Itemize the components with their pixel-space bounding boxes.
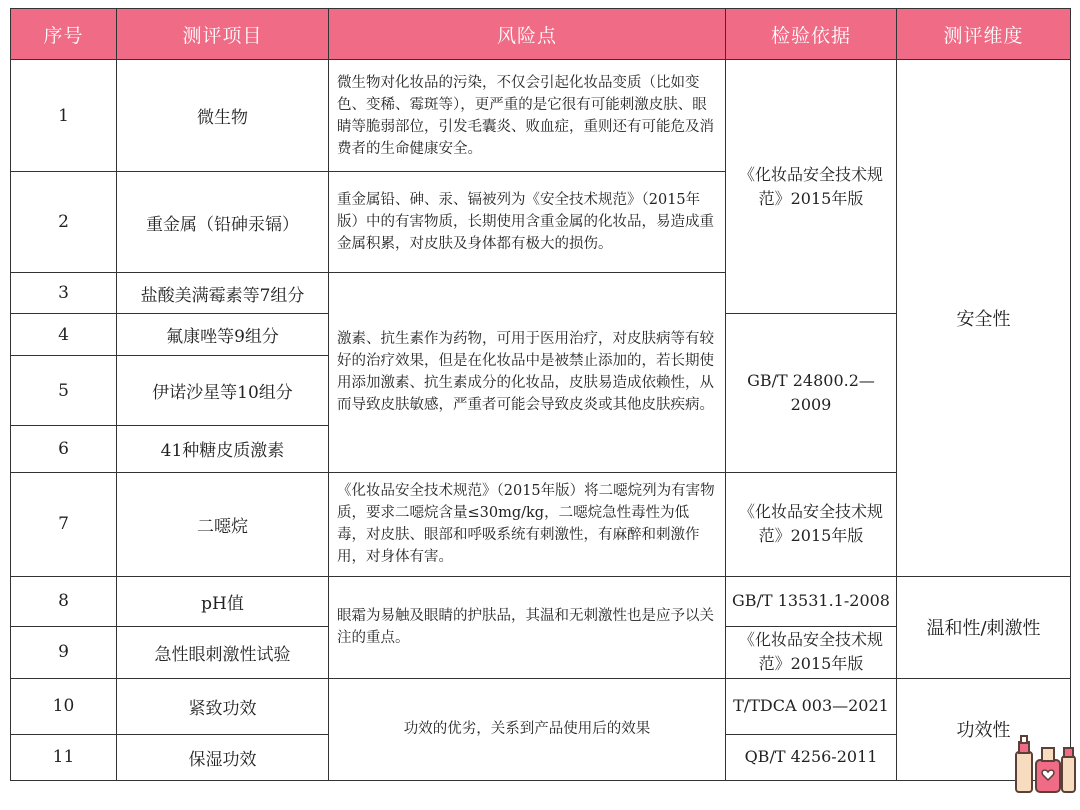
basis-tdca: T/TDCA 003—2021 bbox=[726, 678, 897, 734]
row-item: pH值 bbox=[117, 576, 329, 626]
row-item: 氟康唑等9组分 bbox=[117, 314, 329, 356]
row-item: 保湿功效 bbox=[117, 734, 329, 780]
header-basis: 检验依据 bbox=[726, 9, 897, 60]
row-item: 41种糖皮质激素 bbox=[117, 426, 329, 472]
row-no: 5 bbox=[11, 356, 117, 426]
basis-gbt-24800: GB/T 24800.2—2009 bbox=[726, 314, 897, 472]
row-no: 1 bbox=[11, 60, 117, 172]
row-no: 6 bbox=[11, 426, 117, 472]
basis-gbt-13531: GB/T 13531.1-2008 bbox=[726, 576, 897, 626]
header-no: 序号 bbox=[11, 9, 117, 60]
row-no: 10 bbox=[11, 678, 117, 734]
header-risk: 风险点 bbox=[329, 9, 726, 60]
row-no: 8 bbox=[11, 576, 117, 626]
row-no: 4 bbox=[11, 314, 117, 356]
table-row bbox=[11, 60, 1071, 172]
row-no: 7 bbox=[11, 472, 117, 576]
dimension-safety: 安全性 bbox=[897, 60, 1071, 577]
dimension-efficacy: 功效性 bbox=[897, 678, 1071, 780]
basis-tech-spec: 《化妆品安全技术规范》2015年版 bbox=[726, 472, 897, 576]
row-item: 微生物 bbox=[117, 60, 329, 172]
table-header-row bbox=[11, 9, 1071, 60]
row-item: 伊诺沙星等10组分 bbox=[117, 356, 329, 426]
basis-tech-spec: 《化妆品安全技术规范》2015年版 bbox=[726, 626, 897, 678]
row-no: 9 bbox=[11, 626, 117, 678]
table-row bbox=[11, 576, 1071, 626]
risk-hormone: 激素、抗生素作为药物，可用于医用治疗，对皮肤病等有较好的治疗效果，但是在化妆品中是被禁止添加的，若长期使用添加激素、抗生素成分的化妆品，皮肤易造成依赖性，从而导致皮肤敏感，严重者可能会导致皮炎或其他皮肤疾病。 bbox=[329, 273, 726, 472]
row-no: 11 bbox=[11, 734, 117, 780]
row-no: 2 bbox=[11, 172, 117, 273]
header-item: 测评项目 bbox=[117, 9, 329, 60]
header-dimension: 测评维度 bbox=[897, 9, 1071, 60]
cosmetics-test-table bbox=[10, 8, 1071, 781]
row-no: 3 bbox=[11, 273, 117, 314]
row-item: 二噁烷 bbox=[117, 472, 329, 576]
row-item: 盐酸美满霉素等7组分 bbox=[117, 273, 329, 314]
risk-efficacy: 功效的优劣，关系到产品使用后的效果 bbox=[329, 678, 726, 780]
row-item: 紧致功效 bbox=[117, 678, 329, 734]
basis-qbt: QB/T 4256-2011 bbox=[726, 734, 897, 780]
risk-microbe: 微生物对化妆品的污染，不仅会引起化妆品变质（比如变色、变稀、霉斑等），更严重的是它很有可能刺激皮肤、眼睛等脆弱部位，引发毛囊炎、败血症，重则还有可能危及消费者的生命健康安全。 bbox=[329, 60, 726, 172]
row-item: 急性眼刺激性试验 bbox=[117, 626, 329, 678]
table-row bbox=[11, 678, 1071, 734]
risk-eye-cream: 眼霜为易触及眼睛的护肤品，其温和无刺激性也是应予以关注的重点。 bbox=[329, 576, 726, 678]
risk-heavy-metal: 重金属铅、砷、汞、镉被列为《安全技术规范》（2015年版）中的有害物质，长期使用含重金属的化妆品，易造成重金属积累，对皮肤及身体都有极大的损伤。 bbox=[329, 172, 726, 273]
row-item: 重金属（铅砷汞镉） bbox=[117, 172, 329, 273]
risk-dioxane: 《化妆品安全技术规范》（2015年版）将二噁烷列为有害物质，要求二噁烷含量≤30mg/kg，二噁烷急性毒性为低毒，对皮肤、眼部和呼吸系统有刺激性，有麻醉和刺激作用，对身体有害。 bbox=[329, 472, 726, 576]
dimension-mildness: 温和性/刺激性 bbox=[897, 576, 1071, 678]
cosmetics-bottles-icon bbox=[1012, 730, 1078, 796]
basis-tech-spec: 《化妆品安全技术规范》2015年版 bbox=[726, 60, 897, 314]
